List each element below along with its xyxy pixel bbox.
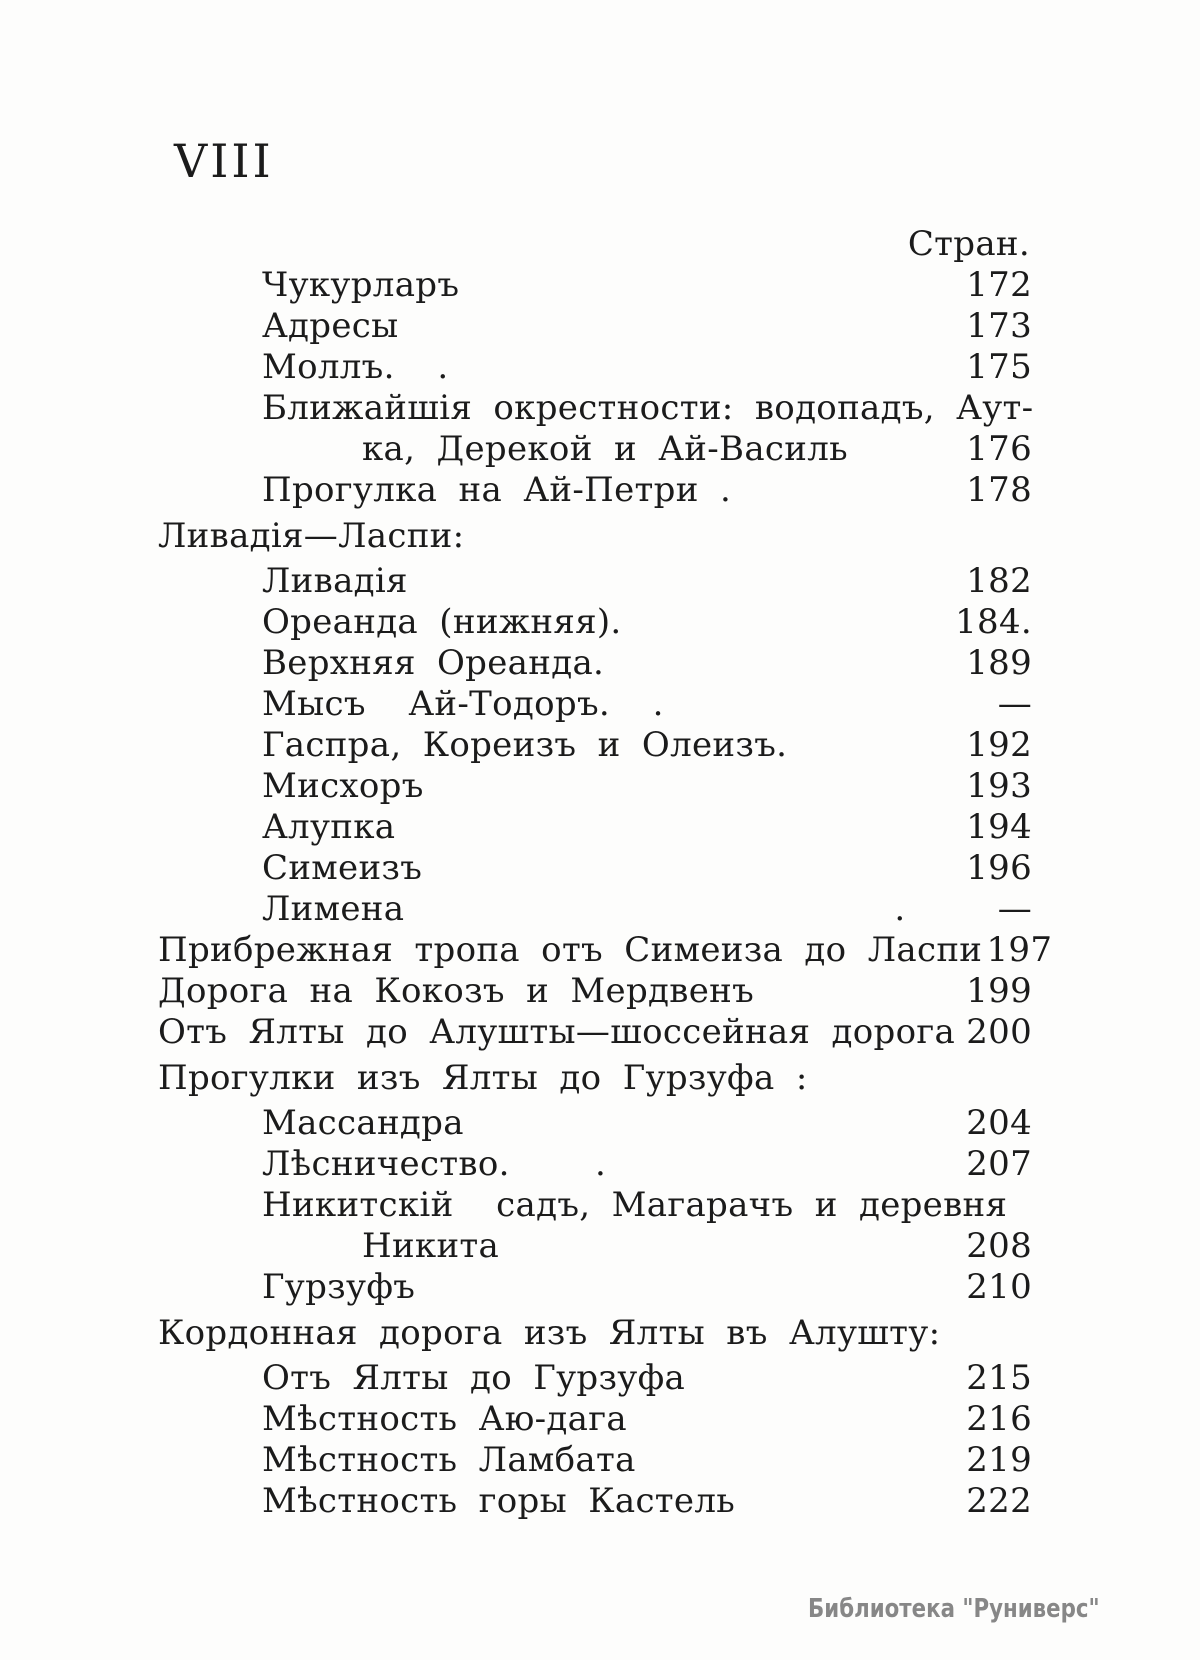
entry-label: Ближайшія окрестности: водопадъ, Аут- (262, 388, 1034, 428)
entry-label: ка, Дерекой и Ай-Василь (362, 429, 848, 469)
entry-page-number: 192 (966, 725, 1032, 765)
entry-page-number: 222 (966, 1481, 1032, 1521)
entry-label: Прибрежная тропа отъ Симеиза до Ласпи (158, 930, 983, 970)
toc-entry-line (158, 848, 1032, 889)
toc-entry-line (158, 1267, 1032, 1308)
entry-page-number: 194 (966, 807, 1032, 847)
toc-entry-line (158, 766, 1032, 807)
entry-page-number: — (997, 889, 1032, 929)
entry-page-number: 208 (966, 1226, 1032, 1266)
entry-label: Гаспра, Кореизъ и Олеизъ. (262, 725, 788, 765)
entry-label: Симеизъ (262, 848, 423, 888)
entry-page-number: 175 (966, 347, 1032, 387)
toc-entry-line (158, 429, 1032, 470)
toc-entry-line (158, 470, 1032, 511)
entry-label: Ливадія—Ласпи: (158, 516, 465, 556)
toc-entry-line (158, 265, 1032, 306)
entry-page-number: 193 (966, 766, 1032, 806)
toc-entry-line (158, 684, 1032, 725)
entry-page-number: — (997, 684, 1032, 724)
toc-entry-line (158, 516, 1032, 557)
entry-label: Ореанда (нижняя). (262, 602, 622, 642)
toc-entry-line (158, 306, 1032, 347)
toc-entry-line (158, 1226, 1032, 1267)
entry-label: Ливадія (262, 561, 408, 601)
library-watermark: Библиотека "Руниверс" (808, 1594, 1100, 1624)
toc-entry-line (158, 1103, 1032, 1144)
entry-page-number: 196 (966, 848, 1032, 888)
toc-entry-line (158, 643, 1032, 684)
entry-label: Прогулки изъ Ялты до Гурзуфа : (158, 1058, 808, 1098)
toc-entry-line (158, 1358, 1032, 1399)
entry-label: Мисхоръ (262, 766, 424, 806)
toc-entry-line (158, 1481, 1032, 1522)
toc-entry-line (158, 807, 1032, 848)
entry-page-number: 199 (966, 971, 1032, 1011)
entry-page-number: 200 (966, 1012, 1032, 1052)
entry-page-number: 216 (966, 1399, 1032, 1439)
toc-entry-line (158, 1012, 1032, 1053)
entry-label: Никитскій садъ, Магарачъ и деревня (262, 1185, 1008, 1225)
toc-entry-line (158, 561, 1032, 602)
entry-label: Чукурларъ (262, 265, 460, 305)
entry-page-number: 219 (966, 1440, 1032, 1480)
entry-page-number: 182 (966, 561, 1032, 601)
toc-entry-line (158, 388, 1032, 429)
entry-label: Массандра (262, 1103, 464, 1143)
entry-label: Алупка (262, 807, 396, 847)
entry-label: Мѣстность Ламбата (262, 1440, 636, 1480)
entry-label: Верхняя Ореанда. (262, 643, 605, 683)
toc-entry-line (158, 971, 1032, 1012)
toc-entry-line (158, 1313, 1032, 1354)
toc-entry-line (158, 1058, 1032, 1099)
entry-label: Отъ Ялты до Гурзуфа (262, 1358, 686, 1398)
entry-page-number: 178 (966, 470, 1032, 510)
entry-page-number: 173 (966, 306, 1032, 346)
toc-list (158, 265, 1053, 1522)
entry-label: Дорога на Кокозъ и Мердвенъ (158, 971, 755, 1011)
entry-label: Адресы (262, 306, 399, 346)
entry-label: Гурзуфъ (262, 1267, 416, 1307)
toc-entry-line (158, 725, 1032, 766)
entry-page-number: 207 (966, 1144, 1032, 1184)
toc-entry-line (158, 602, 1032, 643)
toc-entry-line (158, 1144, 1032, 1185)
entry-label: Моллъ. . (262, 347, 449, 387)
entry-page-number: 184. (955, 602, 1032, 642)
entry-page-number: 172 (966, 265, 1032, 305)
entry-page-number: 197 (986, 930, 1053, 970)
entry-page-number: 176 (966, 429, 1032, 469)
entry-label: Мысъ Ай-Тодоръ. . (262, 684, 664, 724)
toc-entry-line (158, 889, 1032, 930)
toc-entry-line (158, 1399, 1032, 1440)
entry-label: Лимена . (262, 889, 906, 929)
entry-label: Мѣстность Аю-дага (262, 1399, 627, 1439)
entry-label: Отъ Ялты до Алушты—шоссейная дорога (158, 1012, 956, 1052)
entry-label: Мѣстность горы Кастель (262, 1481, 736, 1521)
toc-entry-line (158, 347, 1032, 388)
toc-entry-line (158, 1440, 1032, 1481)
table-of-contents (158, 224, 1053, 1522)
page-column-header: Стран. (907, 224, 1030, 264)
entry-page-number: 204 (966, 1103, 1032, 1143)
entry-page-number: 215 (966, 1358, 1032, 1398)
entry-page-number: 210 (966, 1267, 1032, 1307)
entry-page-number: 189 (966, 643, 1032, 683)
entry-label: Никита (362, 1226, 500, 1266)
entry-label: Лѣсничество. . (262, 1144, 607, 1184)
toc-entry-line (158, 930, 1053, 971)
toc-entry-line (158, 1185, 1032, 1226)
entry-label: Прогулка на Ай-Петри . (262, 470, 732, 510)
entry-label: Кордонная дорога изъ Ялты въ Алушту: (158, 1313, 941, 1353)
folio-number: VIII (174, 134, 274, 188)
